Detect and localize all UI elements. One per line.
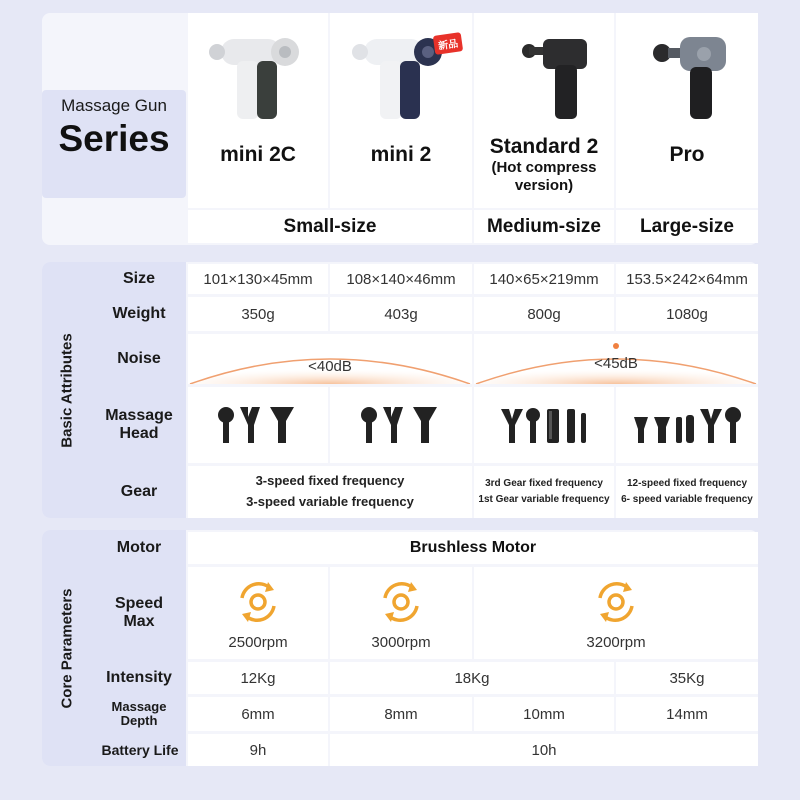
row-label-massage-head-line1: Massage bbox=[105, 406, 173, 424]
gear-standard2-variable: 1st Gear variable frequency bbox=[478, 494, 610, 505]
row-label-intensity: Intensity bbox=[106, 668, 172, 686]
new-badge: 新品 bbox=[433, 32, 463, 55]
size-mini2c: 101×130×45mm bbox=[188, 264, 328, 294]
product-card-standard2 bbox=[474, 13, 614, 208]
product-name-pro: Pro bbox=[669, 143, 705, 166]
row-label-speed-line1: Speed bbox=[114, 594, 163, 612]
speed-mini2c-value: 2500rpm bbox=[228, 633, 288, 651]
speed-mini2 bbox=[330, 567, 472, 659]
series-subtitle: Massage Gun bbox=[61, 96, 167, 115]
heads-standard2 bbox=[474, 387, 614, 463]
noise-small bbox=[188, 334, 472, 384]
gear-standard2 bbox=[474, 466, 614, 518]
row-label-size: Size bbox=[122, 269, 155, 287]
massage-gun-black-icon bbox=[489, 21, 599, 121]
section-basic-attributes bbox=[42, 262, 92, 518]
weight-standard2: 800g bbox=[474, 297, 614, 331]
product-sub-standard2-line1: (Hot compress bbox=[491, 159, 597, 176]
product-name-mini2: mini 2 bbox=[370, 143, 432, 166]
rotation-icon bbox=[590, 576, 642, 628]
weight-mini2c: 350g bbox=[188, 297, 328, 331]
speed-mini2-value: 3000rpm bbox=[371, 633, 431, 651]
product-name-standard2: Standard 2 bbox=[489, 135, 599, 158]
gear-pro-fixed: 12-speed fixed frequency bbox=[626, 478, 748, 489]
product-card-mini2c bbox=[188, 13, 328, 208]
intensity-mid: 18Kg bbox=[330, 662, 614, 694]
battery-rest: 10h bbox=[330, 734, 758, 766]
heads-pro bbox=[616, 387, 758, 463]
motor-value-text: Brushless Motor bbox=[409, 539, 537, 556]
product-card-pro bbox=[616, 13, 758, 208]
intensity-mini2c: 12Kg bbox=[188, 662, 328, 694]
depth-mini2c: 6mm bbox=[188, 697, 328, 731]
noise-large bbox=[474, 334, 758, 384]
row-label-depth-line2: Depth bbox=[120, 713, 158, 728]
noise-small-value: <40dB bbox=[308, 357, 352, 375]
heads-mini2 bbox=[330, 387, 472, 463]
tier-small-label: Small-size bbox=[283, 215, 377, 237]
tier-large-label: Large-size bbox=[640, 215, 734, 237]
speed-large bbox=[474, 567, 758, 659]
depth-standard2: 10mm bbox=[474, 697, 614, 731]
row-label-gear: Gear bbox=[120, 482, 158, 500]
rotation-icon bbox=[375, 576, 427, 628]
row-label-massage-head bbox=[92, 387, 186, 463]
massage-heads-icon bbox=[359, 405, 443, 445]
size-pro: 153.5×242×64mm bbox=[616, 264, 758, 294]
row-label-battery: Battery Life bbox=[101, 741, 179, 758]
gear-standard2-fixed: 3rd Gear fixed frequency bbox=[485, 478, 603, 489]
row-label-depth-line1: Massage bbox=[111, 698, 167, 714]
size-mini2: 108×140×46mm bbox=[330, 264, 472, 294]
massage-gun-gray-icon bbox=[632, 21, 742, 121]
intensity-pro: 35Kg bbox=[616, 662, 758, 694]
section-core-parameters bbox=[42, 530, 92, 766]
tier-medium-label: Medium-size bbox=[486, 215, 602, 237]
rotation-icon bbox=[232, 576, 284, 628]
series-title: Series bbox=[58, 118, 170, 159]
section-core-label: Core Parameters bbox=[58, 587, 76, 709]
row-label-noise: Noise bbox=[117, 349, 161, 367]
noise-large-value: <45dB bbox=[594, 354, 638, 372]
massage-heads-icon bbox=[499, 405, 589, 445]
massage-heads-icon bbox=[216, 405, 300, 445]
massage-gun-white-icon bbox=[203, 21, 313, 121]
heads-mini2c bbox=[188, 387, 328, 463]
motor-value bbox=[188, 532, 758, 564]
row-label-motor: Motor bbox=[116, 538, 162, 556]
tier-medium bbox=[474, 210, 614, 243]
gear-small bbox=[188, 466, 472, 518]
depth-pro: 14mm bbox=[616, 697, 758, 731]
row-label-depth bbox=[92, 697, 186, 731]
gear-small-fixed: 3-speed fixed frequency bbox=[255, 473, 405, 489]
row-label-speed-line2: Max bbox=[123, 613, 155, 630]
product-sub-standard2-line2: version) bbox=[514, 177, 574, 194]
depth-mini2: 8mm bbox=[330, 697, 472, 731]
product-name-mini2c: mini 2C bbox=[220, 143, 296, 166]
gear-pro bbox=[616, 466, 758, 518]
massage-heads-icon bbox=[632, 405, 742, 445]
row-label-speed bbox=[92, 567, 186, 659]
weight-pro: 1080g bbox=[616, 297, 758, 331]
gear-pro-variable: 6- speed variable frequency bbox=[621, 494, 753, 505]
gear-small-variable: 3-speed variable frequency bbox=[246, 494, 414, 509]
row-label-weight: Weight bbox=[112, 304, 166, 322]
size-standard2: 140×65×219mm bbox=[474, 264, 614, 294]
row-label-massage-head-line2: Head bbox=[119, 425, 159, 442]
weight-mini2: 403g bbox=[330, 297, 472, 331]
tier-small bbox=[188, 210, 472, 243]
tier-large bbox=[616, 210, 758, 243]
speed-mini2c bbox=[188, 567, 328, 659]
section-basic-label: Basic Attributes bbox=[58, 332, 76, 448]
speed-large-value: 3200rpm bbox=[586, 633, 646, 651]
battery-mini2c: 9h bbox=[188, 734, 328, 766]
